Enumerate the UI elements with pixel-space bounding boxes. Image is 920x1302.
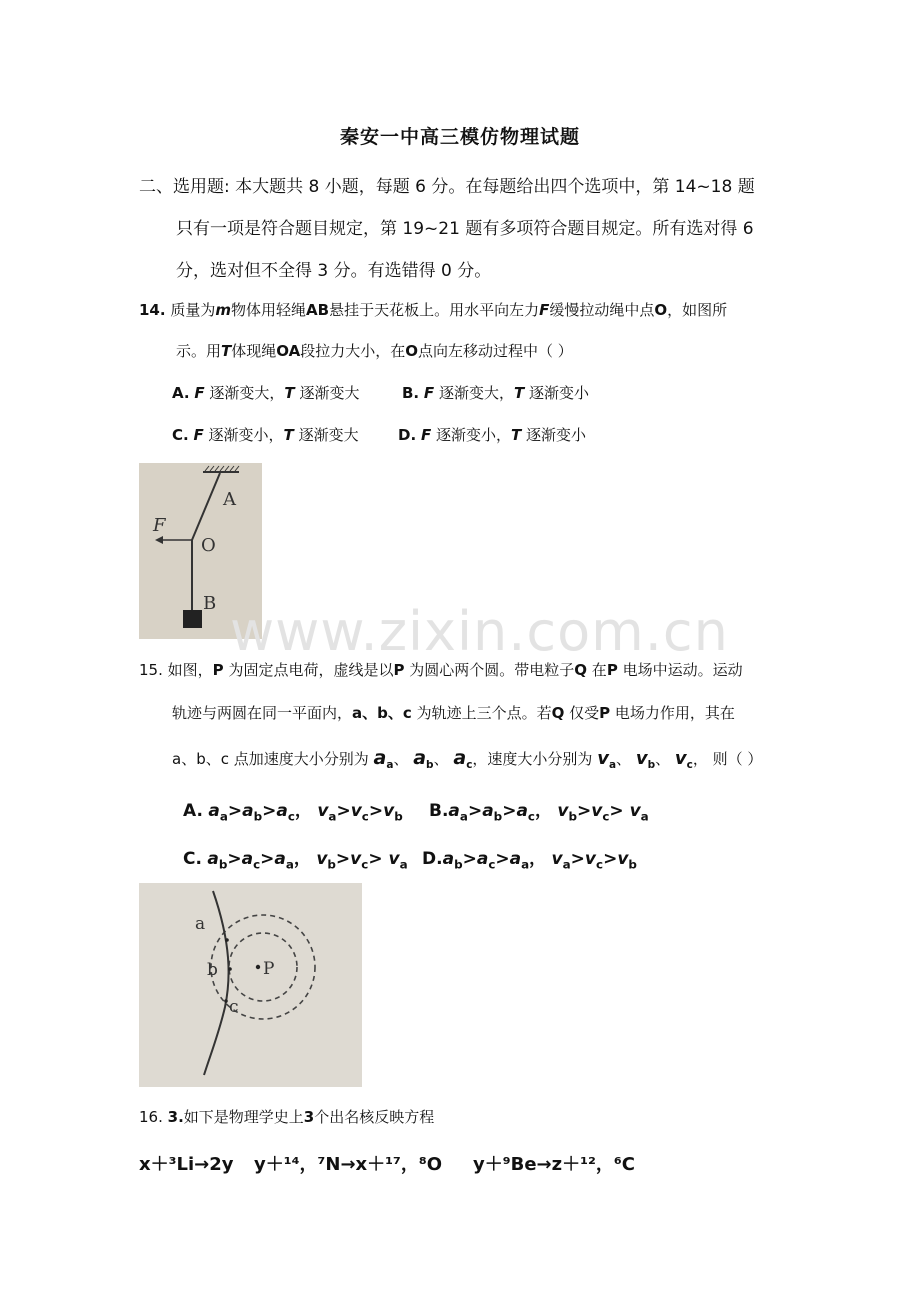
section-instructions-line-1: 二、选用题: 本大题共 8 小题，每题 6 分。在每题给出四个选项中，第 14~18 题 bbox=[139, 177, 755, 197]
q14-text: 体现绳 bbox=[231, 342, 277, 360]
q14-symbol-m: m bbox=[215, 301, 232, 319]
q14-text: 示。用 bbox=[176, 342, 222, 360]
subscript: a bbox=[386, 759, 394, 771]
q14-symbol-f: F bbox=[539, 301, 550, 319]
point-charge-p bbox=[256, 965, 260, 969]
q14-option-a[interactable] bbox=[172, 382, 359, 403]
q15-text: 为圆心两个圆。带电粒子 bbox=[409, 661, 575, 679]
option-text: 逐渐变小， bbox=[208, 426, 284, 444]
option-label: D. bbox=[422, 849, 443, 869]
q15-text: 电场中运动。运动 bbox=[622, 661, 743, 679]
symbol-velocity: v bbox=[674, 748, 687, 769]
symbol-f: F bbox=[193, 426, 204, 444]
label-f: F bbox=[153, 515, 166, 536]
q15-text: a、b、c 点加速度大小分别为 bbox=[172, 750, 369, 768]
subscript: c bbox=[466, 759, 473, 771]
option-label: C. bbox=[183, 849, 202, 869]
symbol-t: T bbox=[510, 426, 522, 444]
q15-line-3: a、b、c 点加速度大小分别为 $a_a$、 $a_b$、 $a_c$，速度大小分别为 $v_a$、 $v_b$、 $v_c$， 则（ ） bbox=[172, 747, 763, 771]
symbol-t: T bbox=[283, 426, 294, 444]
point-b-dot bbox=[228, 967, 232, 971]
option-label: A. bbox=[183, 801, 203, 821]
label-a: a bbox=[195, 914, 206, 934]
q16-subnumber: 3. bbox=[167, 1108, 184, 1126]
label-c: c bbox=[229, 997, 239, 1017]
q15-text: ，速度大小分别为 bbox=[472, 750, 593, 768]
q15-option-a[interactable]: A. $a_a>a_b>a_c$， $v_a>v_c>v_b$ bbox=[183, 801, 403, 824]
q15-text: 如图， bbox=[167, 661, 213, 679]
option-text: 逐渐变大， bbox=[209, 384, 285, 402]
option-text: 逐渐变大， bbox=[438, 384, 514, 402]
section-instructions-line-2: 只有一项是符合题目规定，第 19~21 题有多项符合题目规定。所有选对得 6 bbox=[176, 219, 754, 239]
q14-option-c[interactable] bbox=[172, 424, 359, 445]
option-text: 逐渐变大 bbox=[298, 426, 359, 444]
q15-option-c[interactable]: C. $a_b>a_c>a_a$， $v_b>v_c> v_a$ bbox=[183, 849, 408, 872]
q15-number: 15. bbox=[139, 661, 163, 679]
option-label: D. bbox=[398, 426, 417, 444]
q16-line-1 bbox=[139, 1106, 434, 1127]
point-c-dot bbox=[224, 999, 228, 1003]
q16-number: 16. bbox=[139, 1108, 163, 1126]
rope-oa bbox=[192, 473, 220, 540]
q15-text: 仅受 bbox=[569, 704, 600, 722]
q15-figure-drawing bbox=[139, 883, 362, 1087]
option-label: C. bbox=[172, 426, 189, 444]
option-label: A. bbox=[172, 384, 190, 402]
symbol-f: F bbox=[194, 384, 205, 402]
symbol-q: Q bbox=[551, 704, 565, 722]
symbol-p: P bbox=[606, 661, 618, 679]
q14-text: 悬挂于天花板上。用水平向左力 bbox=[329, 301, 540, 319]
q14-symbol-t: T bbox=[221, 342, 232, 360]
q14-number: 14. bbox=[139, 301, 166, 319]
q14-symbol-ab: AB bbox=[306, 301, 330, 319]
q15-line-2 bbox=[172, 702, 735, 723]
q16-count: 3 bbox=[303, 1108, 315, 1126]
option-label: B. bbox=[429, 801, 449, 821]
q14-option-d[interactable] bbox=[398, 424, 586, 445]
ceiling-hatch bbox=[205, 466, 239, 471]
q14-text: 段拉力大小，在 bbox=[300, 342, 406, 360]
option-text: 逐渐变小， bbox=[435, 426, 511, 444]
symbol-p: P bbox=[212, 661, 224, 679]
symbol-p: P bbox=[393, 661, 405, 679]
q15-text: 在 bbox=[591, 661, 607, 679]
symbol-f: F bbox=[423, 384, 435, 402]
q14-line-2 bbox=[176, 340, 573, 361]
q16-text: 个出名核反映方程 bbox=[314, 1108, 435, 1126]
option-text: 逐渐变小 bbox=[526, 426, 587, 444]
symbol-abc: a、b、c bbox=[352, 704, 412, 722]
q14-text: 质量为 bbox=[170, 301, 216, 319]
q15-text: 轨迹与两圆在同一平面内， bbox=[172, 704, 353, 722]
q15-text: 为固定点电荷，虚线是以 bbox=[228, 661, 394, 679]
q14-line-1 bbox=[139, 299, 727, 320]
symbol-accel: a bbox=[453, 747, 467, 769]
option-text: 逐渐变大 bbox=[299, 384, 360, 402]
q14-text: ，如图所 bbox=[667, 301, 728, 319]
particle-trajectory bbox=[204, 891, 229, 1075]
q15-option-b[interactable]: $B.a_a>a_b>a_c$， $v_b>v_c> v_a$ bbox=[429, 801, 649, 824]
subscript: b bbox=[426, 759, 434, 771]
q14-symbol-o: O bbox=[654, 301, 668, 319]
label-p: P bbox=[263, 959, 275, 979]
q15-option-d[interactable]: $D.a_b>a_c>a_a$， $v_a>v_c>v_b$ bbox=[422, 849, 637, 872]
symbol-q: Q bbox=[574, 661, 588, 679]
symbol-accel: a bbox=[373, 747, 387, 769]
label-b: B bbox=[203, 593, 217, 614]
symbol-velocity: v bbox=[597, 748, 609, 769]
q15-line-1 bbox=[139, 659, 743, 680]
q15-text: ， 则（ ） bbox=[692, 750, 763, 768]
symbol-f: F bbox=[420, 426, 432, 444]
q14-text: 物体用轻绳 bbox=[231, 301, 307, 319]
label-b: b bbox=[207, 960, 218, 980]
symbol-velocity: v bbox=[635, 748, 648, 769]
symbol-t: T bbox=[284, 384, 295, 402]
q14-option-b[interactable] bbox=[402, 382, 589, 403]
subscript: c bbox=[686, 759, 693, 771]
point-a-dot bbox=[225, 938, 229, 942]
q16-equation-1: x＋³Li→2y bbox=[139, 1154, 234, 1175]
option-label: B. bbox=[402, 384, 420, 402]
subscript: b bbox=[647, 759, 656, 771]
symbol-accel: a bbox=[413, 747, 427, 769]
label-o: O bbox=[201, 535, 216, 556]
q14-text: 缓慢拉动绳中点 bbox=[549, 301, 655, 319]
section-instructions-line-3: 分，选对但不全得 3 分。有选错得 0 分。 bbox=[176, 261, 492, 281]
q15-figure bbox=[139, 883, 362, 1087]
q14-symbol-oa: OA bbox=[276, 342, 301, 360]
q15-text: 电场力作用，其在 bbox=[614, 704, 735, 722]
q16-equation-3: y＋⁹Be→z＋¹²，⁶C bbox=[473, 1154, 635, 1175]
q16-equation-2: y＋¹⁴，⁷N→x＋¹⁷，⁸O bbox=[254, 1154, 443, 1175]
symbol-t: T bbox=[513, 384, 525, 402]
watermark: www.zixin.com.cn bbox=[230, 600, 729, 663]
symbol-p: P bbox=[599, 704, 611, 722]
mass-block bbox=[183, 610, 202, 628]
q14-symbol-o: O bbox=[405, 342, 419, 360]
q14-text: 点向左移动过程中（ ） bbox=[418, 342, 573, 360]
subscript: a bbox=[608, 759, 617, 771]
q16-text: 如下是物理学史上 bbox=[183, 1108, 304, 1126]
page-title: 秦安一中高三模仿物理试题 bbox=[339, 126, 580, 148]
force-arrowhead bbox=[155, 536, 163, 544]
label-a: A bbox=[223, 489, 236, 510]
q15-text: 为轨迹上三个点。若 bbox=[416, 704, 552, 722]
option-text: 逐渐变小 bbox=[528, 384, 589, 402]
